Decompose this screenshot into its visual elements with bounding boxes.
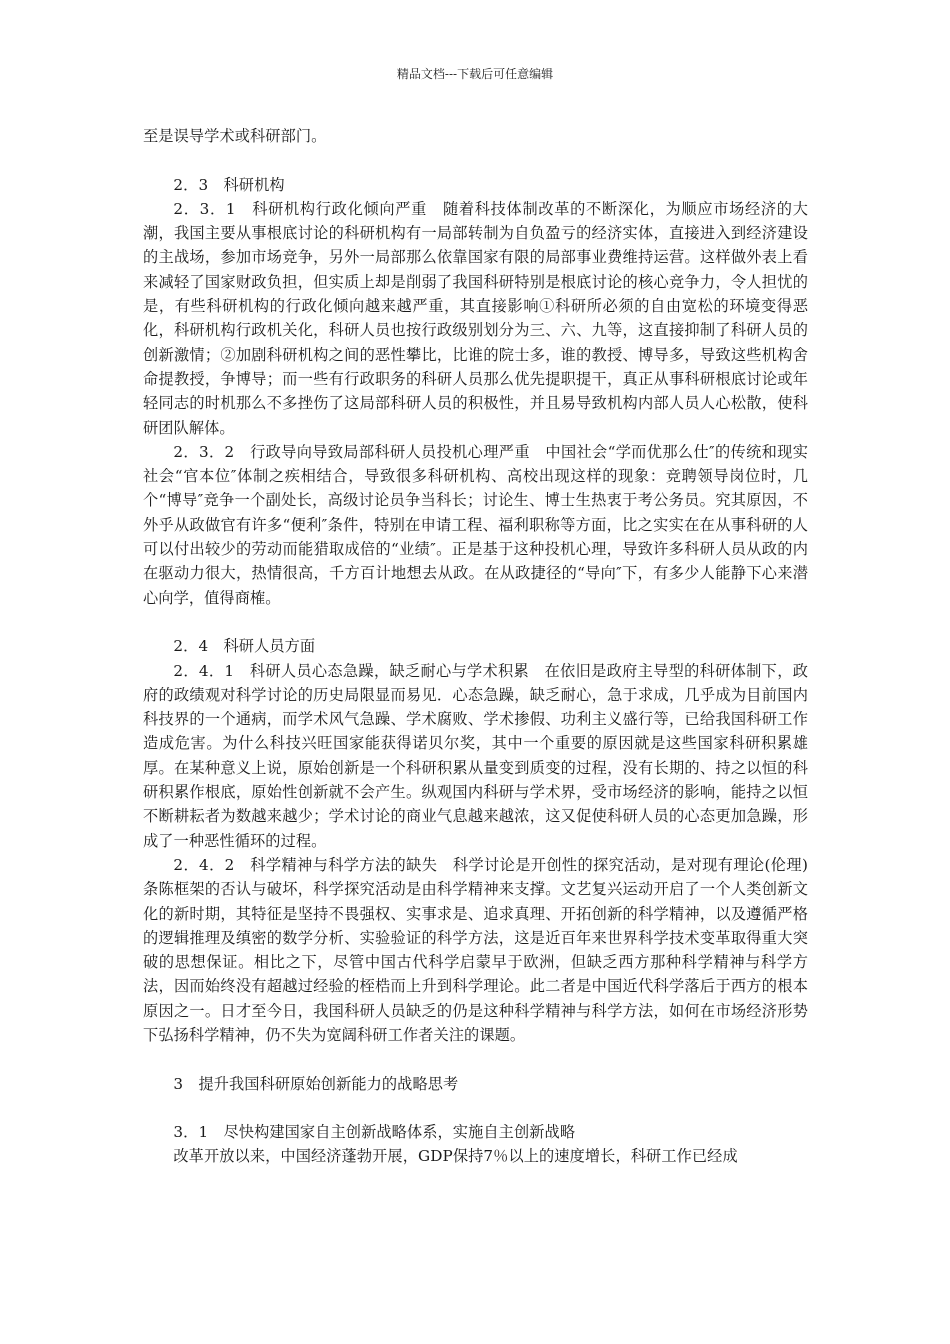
paragraph-2-3-2: 2．3．2 行政导向导致局部科研人员投机心理严重 中国社会“学而优那么仕″的传统和现实社会“官本位″体制之疾相结合，导致很多科研机构、高校出现这样的现象：竞聘领导岗位时，几个“博导″竞争一个副处长，高级讨论员争当科长；讨论生、博士生热衷于考公务员。究其原因，不外乎从政做官有许多“便利″条件，特别在申请工程、福利职称等方面，比之实实在在从事科研的人可以付出较少的劳动而能猎取成倍的“业绩″。正是基于这种投机心理，导致许多科研人员从政的内在驱动力很大，热情很高，千方百计地想去从政。在从政捷径的“导向″下，有多少人能静下心来潜心向学，值得商榷。 xyxy=(143,442,808,607)
paragraph-2-3-1: 2．3．1 科研机构行政化倾向严重 随着科技体制改革的不断深化，为顺应市场经济的大潮，我国主要从事根底讨论的科研机构有一局部转制为自负盈亏的经济实体，直接进入到经济建设的主战场，参加市场竞争，另外一局部那么依靠国家有限的局部事业费维持运营。这样做外表上看来减轻了国家财政负担，但实质上却是削弱了我国科研特别是根底讨论的核心竞争力，令人担忧的是，有些科研机构的行政化倾向越来越严重，其直接影响①科研所必须的自由宽松的环境变得恶化，科研机构行政机关化，科研人员也按行政级别划分为三、六、九等，这直接抑制了科研人员的创新激情；②加剧科研机构之间的恶性攀比，比谁的院士多，谁的教授、博导多，导致这些机构舍命提教授，争博导；而一些有行政职务的科研人员那么优先提职提干，真正从事科研根底讨论或年轻同志的时机那么不多挫伤了这局部科研人员的积极性，并且易导致机构内部人员人心松散，使科研团队解体。 xyxy=(143,199,808,437)
paragraph-gap xyxy=(143,610,808,634)
section-heading-3-1: 3．1 尽快构建国家自主创新战略体系，实施自主创新战略 xyxy=(173,1123,576,1142)
paragraph-gap xyxy=(143,1096,808,1120)
page-header: 精品文档---下载后可任意编辑 xyxy=(396,67,554,81)
section-heading-3: 3 提升我国科研原始创新能力的战略思考 xyxy=(173,1074,459,1093)
paragraph-3-1: 改革开放以来，中国经济蓬勃开展，GDP保持7％以上的速度增长，科研工作已经成 xyxy=(173,1147,738,1166)
paragraph-2-4-2: 2．4．2 科学精神与科学方法的缺失 科学讨论是开创性的探究活动，是对现有理论(伦理)条陈框架的否认与破坏，科学探究活动是由科学精神来支撑。文艺复兴运动开启了一个人类创新文化的新时期，其特征是坚持不畏强权、实事求是、追求真理、开拓创新的科学精神，以及遵循严格的逻辑推理及缜密的数学分析、实验验证的科学方法，这是近百年来世界科学技术变革取得重大突破的思想保证。相比之下，尽管中国古代科学启蒙早于欧洲，但缺乏西方那种科学精神与科学方法，因而始终没有超越过经验的桎梏而上升到科学理论。此二者是中国近代科学落后于西方的根本原因之一。日才至今日，我国科研人员缺乏的仍是这种科学精神与科学方法，如何在市场经济形势下弘扬科学精神，仍不失为宽阔科研工作者关注的课题。 xyxy=(143,855,808,1044)
document-body xyxy=(143,124,808,1169)
paragraph-intro: 至是误导学术或科研部门。 xyxy=(143,127,327,145)
paragraph-2-4-1: 2．4．1 科研人员心态急躁，缺乏耐心与学术积累 在依旧是政府主导型的科研体制下，政府的政绩观对科学讨论的历史局限显而易见．心态急躁，缺乏耐心，急于求成，几乎成为目前国内科技界的一个通病，而学术风气急躁、学术腐败、学术掺假、功利主义盛行等，已给我国科研工作造成危害。为什么科技兴旺国家能获得诺贝尔奖，其中一个重要的原因就是这些国家科研积累雄厚。在某种意义上说，原始创新是一个科研积累从量变到质变的过程，没有长期的、持之以恒的科研积累作根底，原始性创新就不会产生。纵观国内科研与学术界，受市场经济的影响，能持之以恒不断耕耘者为数越来越少；学术讨论的商业气息越来越浓，这又促使科研人员的心态更加急躁，形成了一种恶性循环的过程。 xyxy=(143,661,808,850)
section-heading-2-4: 2．4 科研人员方面 xyxy=(173,637,316,656)
paragraph-gap xyxy=(143,1047,808,1071)
section-heading-2-3: 2．3 科研机构 xyxy=(173,175,285,194)
paragraph-gap xyxy=(143,148,808,172)
